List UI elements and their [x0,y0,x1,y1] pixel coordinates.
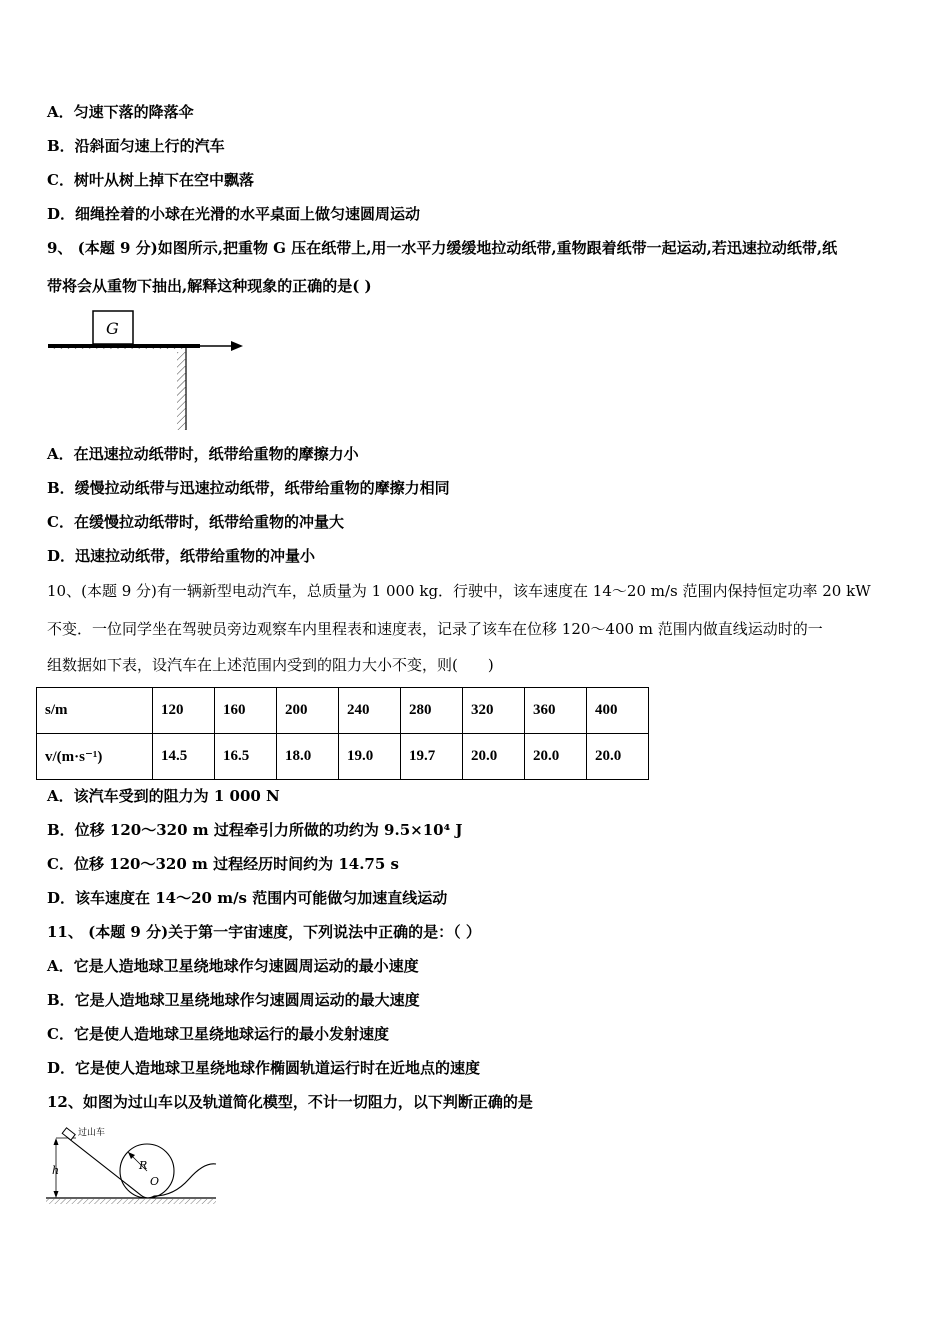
q10-stem-line2: 不变．一位同学坐在驾驶员旁边观察车内里程表和速度表，记录了该车在位移 120～400 m 范围内做直线运动时的一 [47,620,823,638]
table-header-v: v/(m·s⁻¹) [37,734,153,780]
center-label: O [150,1175,160,1188]
table-cell: 200 [277,688,339,734]
table-leg-hatch [177,352,186,430]
table-cell: 20.0 [587,734,649,780]
q8-option-b: B．沿斜面匀速上行的汽车 [47,137,225,155]
table-header-s: s/m [37,688,153,734]
table-cell: 20.0 [463,734,525,780]
table-cell: 320 [463,688,525,734]
q10-option-a: A．该汽车受到的阻力为 1 000 N [47,787,280,805]
q11-option-c: C．它是使人造地球卫星绕地球运行的最小发射速度 [47,1025,389,1043]
q10-option-d: D．该车速度在 14～20 m/s 范围内可能做匀加速直线运动 [47,889,448,907]
table-cell: 19.7 [401,734,463,780]
exit-track [154,1164,216,1196]
q9-option-c: C．在缓慢拉动纸带时，纸带给重物的冲量大 [47,513,344,531]
table-cell: 18.0 [277,734,339,780]
q10-data-table [36,687,649,780]
q10-stem-line3: 组数据如下表，设汽车在上述范围内受到的阻力大小不变，则( ) [47,656,494,674]
q9-stem-line2: 带将会从重物下抽出,解释这种现象的正确的是( ) [47,277,372,295]
table-cell: 16.5 [215,734,277,780]
table-cell: 14.5 [153,734,215,780]
coaster-car-label: 过山车 [78,1128,106,1138]
table-cell: 360 [525,688,587,734]
q8-option-c: C．树叶从树上掉下在空中飘落 [47,171,254,189]
q9-paper-strip-figure [45,308,255,436]
arrow-up-icon [54,1138,59,1145]
q10-stem-line1: 10、(本题 9 分)有一辆新型电动汽车，总质量为 1 000 kg．行驶中，该车速度在 14～20 m/s 范围内保持恒定功率 20 kW [47,582,871,600]
q10-option-b: B．位移 120～320 m 过程牵引力所做的功约为 9.5×10⁴ J [47,821,463,839]
q9-stem-line1: 9、 (本题 9 分)如图所示,把重物 G 压在纸带上,用一水平力缓缓地拉动纸带,重物跟着纸带一起运动,若迅速拉动纸带,纸 [47,239,838,257]
q8-option-a: A．匀速下落的降落伞 [47,103,194,121]
table-cell: 20.0 [525,734,587,780]
q11-option-d: D．它是使人造地球卫星绕地球作椭圆轨道运行时在近地点的速度 [47,1059,481,1077]
q9-option-b: B．缓慢拉动纸带与迅速拉动纸带，纸带给重物的摩擦力相同 [47,479,450,497]
weight-label: G [106,319,119,338]
q10-option-c: C．位移 120～320 m 过程经历时间约为 14.75 s [47,855,399,873]
table-row-velocity [37,734,649,780]
table-cell: 400 [587,688,649,734]
table-cell: 160 [215,688,277,734]
radius-label: R [139,1159,148,1172]
q12-stem: 12、如图为过山车以及轨道简化模型，不计一切阻力，以下判断正确的是 [47,1093,533,1111]
q12-roller-coaster-figure [44,1124,222,1210]
ground-hatch [46,1199,216,1204]
q11-stem: 11、 (本题 9 分)关于第一宇宙速度，下列说法中正确的是：（ ） [47,923,481,941]
arrow-down-icon [54,1191,59,1198]
table-cell: 280 [401,688,463,734]
table-cell: 120 [153,688,215,734]
arrow-head-icon [231,341,243,351]
height-label: h [52,1164,60,1177]
table-row-displacement [37,688,649,734]
q9-option-d: D．迅速拉动纸带，纸带给重物的冲量小 [47,547,316,565]
q8-option-d: D．细绳拴着的小球在光滑的水平桌面上做匀速圆周运动 [47,205,421,223]
q11-option-b: B．它是人造地球卫星绕地球作匀速圆周运动的最大速度 [47,991,420,1009]
table-cell: 240 [339,688,401,734]
table-cell: 19.0 [339,734,401,780]
q11-option-a: A．它是人造地球卫星绕地球作匀速圆周运动的最小速度 [47,957,419,975]
q9-option-a: A．在迅速拉动纸带时，纸带给重物的摩擦力小 [47,445,359,463]
